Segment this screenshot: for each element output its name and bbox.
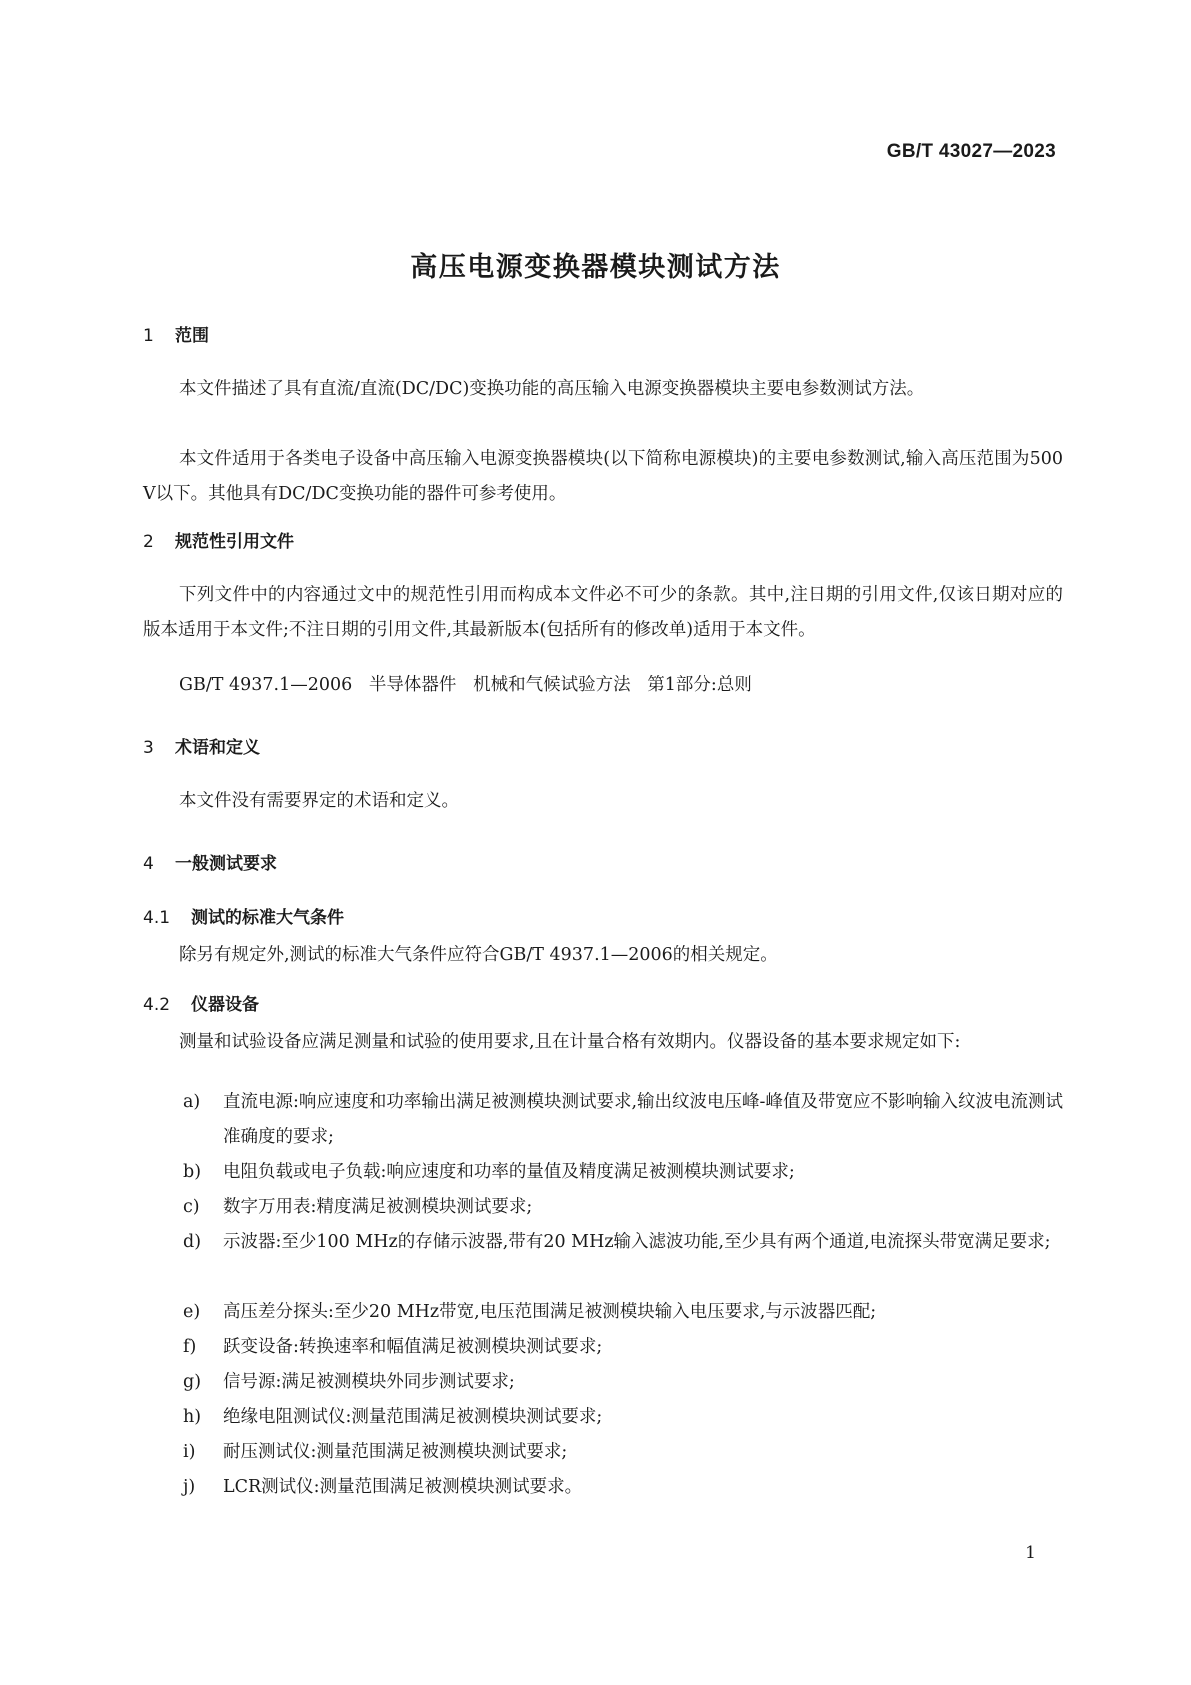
subsection-heading-atmospheric-conditions (143, 903, 344, 928)
paragraph: 本文件适用于各类电子设备中高压输入电源变换器模块(以下简称电源模块)的主要电参数测试,输入高压范围为500 V以下。其他具有DC/DC变换功能的器件可参考使用。 (143, 449, 1063, 504)
list-item-text: 绝缘电阻测试仪:测量范围满足被测模块测试要求; (223, 1407, 603, 1427)
list-item-text: 直流电源:响应速度和功率输出满足被测模块测试要求,输出纹波电压峰-峰值及带宽应不影响输入纹波电流测试准确度的要求; (223, 1092, 1063, 1147)
section-number: 2 (143, 532, 154, 552)
list-item (183, 1400, 1063, 1435)
list-item-text: 示波器:至少100 MHz的存储示波器,带有20 MHz输入滤波功能,至少具有两个通道,电流探头带宽满足要求; (223, 1232, 1051, 1252)
list-item-label: e) (183, 1302, 201, 1322)
list-item (183, 1470, 1063, 1505)
section-title: 范围 (175, 326, 209, 346)
list-item-text: 电阻负载或电子负载:响应速度和功率的量值及精度满足被测模块测试要求; (223, 1162, 795, 1182)
section-number: 1 (143, 326, 154, 346)
list-item (183, 1190, 1063, 1225)
section-title: 一般测试要求 (175, 854, 277, 874)
standard-number: GB/T 43027—2023 (886, 141, 1056, 162)
list-item (183, 1225, 1063, 1260)
list-item-text: 跃变设备:转换速率和幅值满足被测模块测试要求; (223, 1337, 603, 1357)
subsection-title: 仪器设备 (191, 995, 259, 1015)
section-title: 规范性引用文件 (175, 532, 294, 552)
list-item (183, 1435, 1063, 1470)
list-item-label: b) (183, 1162, 202, 1182)
list-item (183, 1155, 1063, 1190)
section-number: 3 (143, 738, 154, 758)
section-heading-general-requirements (143, 849, 277, 874)
paragraph: 本文件描述了具有直流/直流(DC/DC)变换功能的高压输入电源变换器模块主要电参数测试方法。 (179, 379, 925, 399)
section-heading-terms (143, 733, 260, 758)
list-item-text: LCR测试仪:测量范围满足被测模块测试要求。 (223, 1477, 583, 1497)
list-item (183, 1085, 1063, 1155)
list-item-label: d) (183, 1232, 202, 1252)
section-number: 4 (143, 854, 154, 874)
list-item-text: 耐压测试仪:测量范围满足被测模块测试要求; (223, 1442, 568, 1462)
section-heading-scope (143, 321, 209, 346)
list-item-label: f) (183, 1337, 197, 1357)
list-item-text: 信号源:满足被测模块外同步测试要求; (223, 1372, 515, 1392)
subsection-number: 4.1 (143, 908, 171, 928)
list-item-label: h) (183, 1407, 202, 1427)
list-item (183, 1295, 1063, 1330)
paragraph: 本文件没有需要界定的术语和定义。 (179, 791, 459, 811)
subsection-heading-instruments (143, 990, 259, 1015)
reference-entry: GB/T 4937.1—2006 半导体器件 机械和气候试验方法 第1部分:总则 (179, 675, 752, 695)
list-item-text: 数字万用表:精度满足被测模块测试要求; (223, 1197, 533, 1217)
list-item-label: g) (183, 1372, 202, 1392)
list-item (183, 1365, 1063, 1400)
list-item-label: a) (183, 1092, 201, 1112)
subsection-number: 4.2 (143, 995, 171, 1015)
section-title: 术语和定义 (175, 738, 260, 758)
section-heading-normative-references (143, 527, 294, 552)
document-title: 高压电源变换器模块测试方法 (410, 252, 781, 283)
list-item-label: i) (183, 1442, 196, 1462)
list-item (183, 1330, 1063, 1365)
subsection-title: 测试的标准大气条件 (191, 908, 344, 928)
page-number: 1 (1025, 1543, 1036, 1563)
list-item-label: c) (183, 1197, 200, 1217)
paragraph: 测量和试验设备应满足测量和试验的使用要求,且在计量合格有效期内。仪器设备的基本要求规定如下: (179, 1032, 961, 1052)
paragraph: 除另有规定外,测试的标准大气条件应符合GB/T 4937.1—2006的相关规定。 (179, 945, 778, 965)
list-item-label: j) (183, 1477, 196, 1497)
paragraph: 下列文件中的内容通过文中的规范性引用而构成本文件必不可少的条款。其中,注日期的引用文件,仅该日期对应的版本适用于本文件;不注日期的引用文件,其最新版本(包括所有的修改单)适用于本文件。 (143, 585, 1063, 640)
list-item-text: 高压差分探头:至少20 MHz带宽,电压范围满足被测模块输入电压要求,与示波器匹配; (223, 1302, 877, 1322)
